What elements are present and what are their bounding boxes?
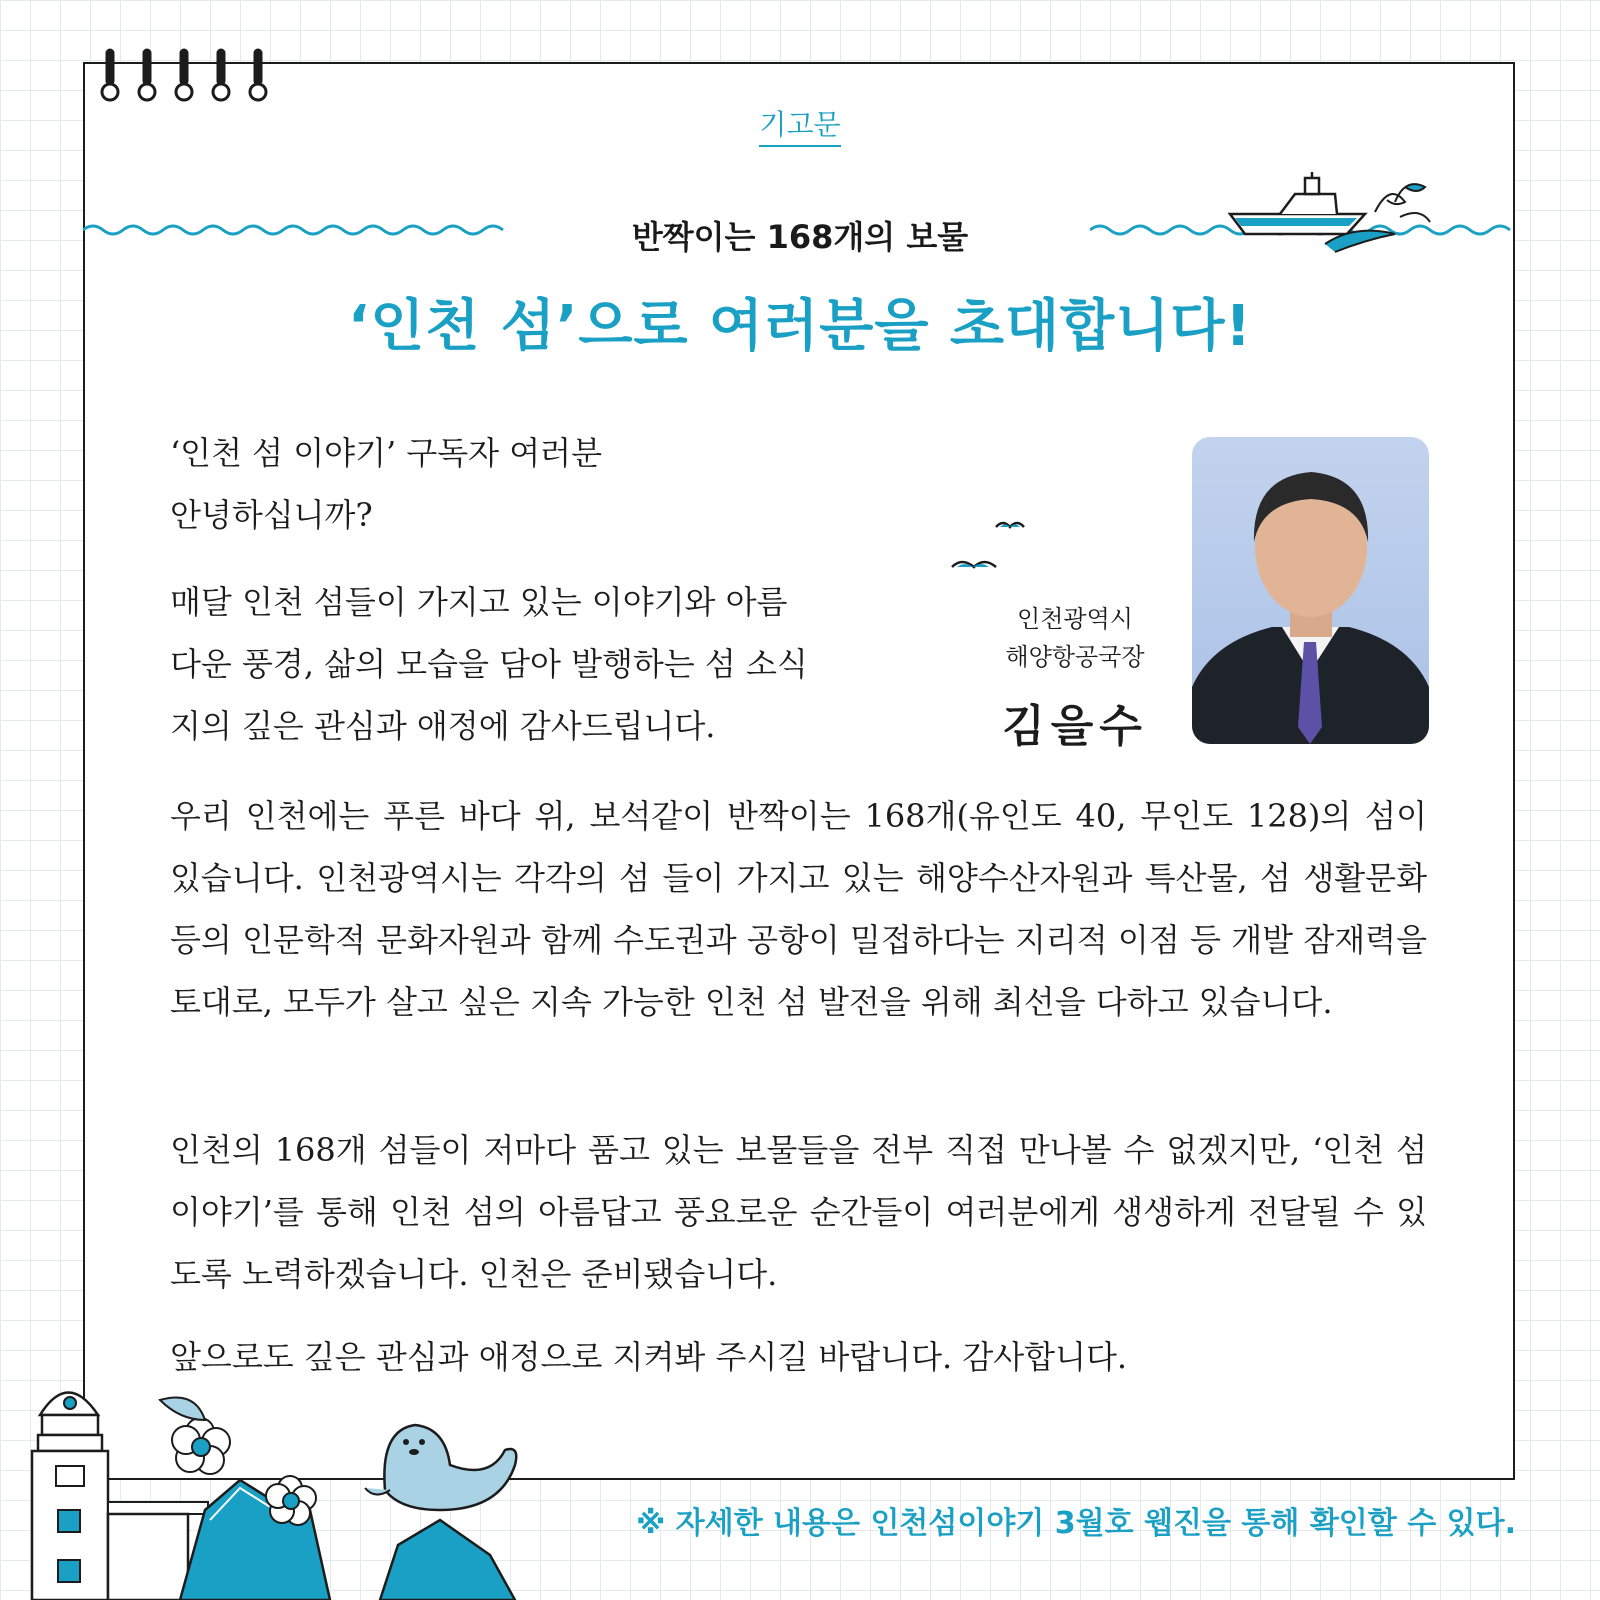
notebook-rings-icon (98, 46, 278, 106)
section-label: 기고문 (0, 103, 1600, 143)
author-name: 김을수 (1002, 701, 1148, 752)
author-position: 해양항공국장 (1005, 643, 1145, 671)
intro-paragraph (170, 571, 808, 757)
greeting-line: 안녕하십니까? (170, 496, 373, 534)
seagulls-icon (948, 515, 1048, 585)
footnote: ※ 자세한 내용은 인천섬이야기 3월호 웹진을 통해 확인할 수 있다. (636, 1506, 1516, 1541)
closing-paragraph: 앞으로도 깊은 관심과 애정으로 지켜봐 주시길 바랍니다. 감사합니다. (170, 1338, 1128, 1376)
intro-line: 매달 인천 섬들이 가지고 있는 이야기와 아름 (170, 583, 788, 621)
greeting-line: ‘인천 섬 이야기’ 구독자 여러분 (170, 434, 602, 472)
portrait-illustration (1192, 437, 1429, 744)
island-lighthouse-illustration (20, 1370, 560, 1600)
intro-line: 지의 깊은 관심과 애정에 감사드립니다. (170, 707, 716, 745)
intro-line: 다운 풍경, 삶의 모습을 담아 발행하는 섬 소식 (170, 645, 808, 683)
page-title: ‘인천 섬’으로 여러분을 초대합니다! (348, 294, 1252, 359)
author-organization: 인천광역시 (1017, 605, 1133, 633)
subtitle: 반짝이는 168개의 보물 (631, 218, 969, 256)
greeting (170, 422, 602, 546)
author-photo (1192, 437, 1429, 744)
body-paragraph: 인천의 168개 섬들이 저마다 품고 있는 보물들을 전부 직접 만나볼 수 없겠지만, ‘인천 섬 이야기’를 통해 인천 섬의 아름답고 풍요로운 순간들이 여러분에게 생생하게 전달될 수 있도록 노력하겠습니다. 인천은 준비됐습니다. (170, 1131, 1427, 1293)
body-paragraph: 우리 인천에는 푸른 바다 위, 보석같이 반짝이는 168개(유인도 40, 무인도 128)의 섬이 있습니다. 인천광역시는 각각의 섬 들이 가지고 있는 해양수산자원과 특산물, 섬 생활문화 등의 인문학적 문화자원과 함께 수도권과 공항이 밀접하다는 지리적 이점 등 개발 잠재력을 토대로, 모두가 살고 싶은 지속 가능한 인천 섬 발전을 위해 최선을 다하고 있습니다. (170, 797, 1427, 1021)
